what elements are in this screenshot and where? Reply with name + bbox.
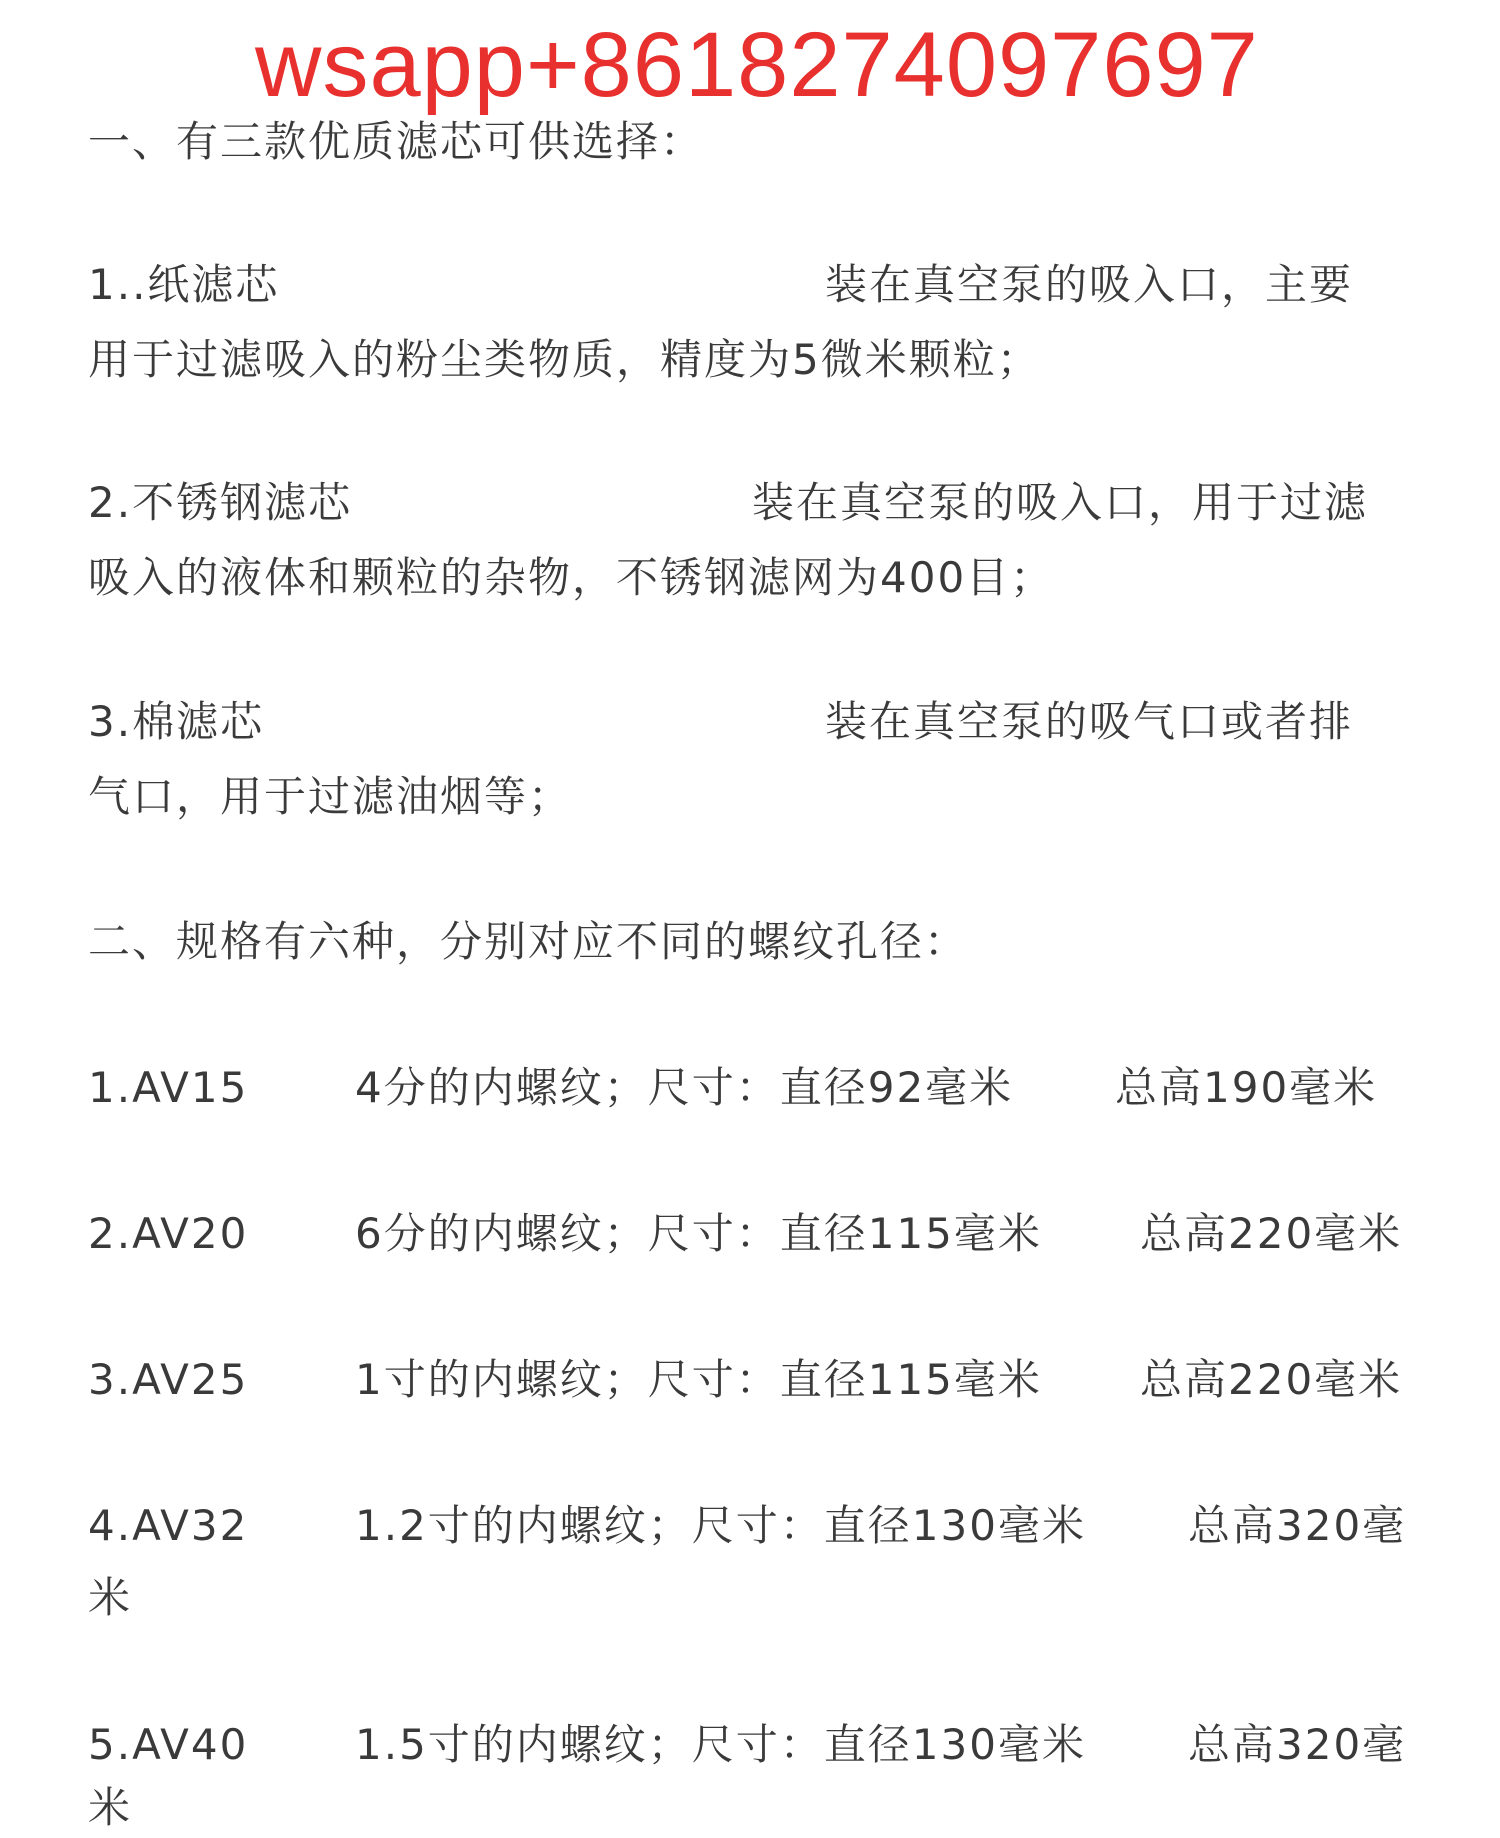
spec-model: 2.AV20 [88,1209,249,1258]
filter-item-desc: 装在真空泵的吸入口，用于过滤 [752,478,1369,527]
spec-total-height-wrap: 米 [88,1573,133,1622]
filter-item-desc: 装在真空泵的吸入口，主要 [825,260,1354,309]
spec-model: 3.AV25 [88,1355,249,1404]
filter-item-desc-continued: 气口，用于过滤油烟等； [88,772,573,821]
spec-total-height: 总高320毫 [1188,1720,1407,1769]
spec-total-height: 总高220毫米 [1140,1355,1403,1404]
section-heading-filters: 一、有三款优质滤芯可供选择： [88,117,705,166]
spec-thread-size: 1.5寸的内螺纹；尺寸：直径130毫米 [355,1720,1086,1769]
spec-thread-size: 4分的内螺纹；尺寸：直径92毫米 [355,1063,1014,1112]
section-heading-specs: 二、规格有六种，分别对应不同的螺纹孔径： [88,917,969,966]
filter-item-name: 3.棉滤芯 [88,697,265,746]
spec-model: 4.AV32 [88,1501,249,1550]
spec-total-height: 总高190毫米 [1115,1063,1378,1112]
spec-thread-size: 1寸的内螺纹；尺寸：直径115毫米 [355,1355,1042,1404]
watermark-contact-text: wsapp+8618274097697 [255,14,1259,116]
spec-total-height-wrap: 米 [88,1783,133,1832]
spec-thread-size: 6分的内螺纹；尺寸：直径115毫米 [355,1209,1042,1258]
spec-total-height: 总高320毫 [1188,1501,1407,1550]
filter-item-desc-continued: 吸入的液体和颗粒的杂物，不锈钢滤网为400目； [88,553,1055,602]
spec-thread-size: 1.2寸的内螺纹；尺寸：直径130毫米 [355,1501,1086,1550]
filter-item-name: 1..纸滤芯 [88,260,280,309]
filter-item-name: 2.不锈钢滤芯 [88,478,353,527]
spec-model: 5.AV40 [88,1720,249,1769]
spec-model: 1.AV15 [88,1063,249,1112]
filter-item-desc-continued: 用于过滤吸入的粉尘类物质，精度为5微米颗粒； [88,335,1041,384]
filter-item-desc: 装在真空泵的吸气口或者排 [825,697,1354,746]
spec-total-height: 总高220毫米 [1140,1209,1403,1258]
